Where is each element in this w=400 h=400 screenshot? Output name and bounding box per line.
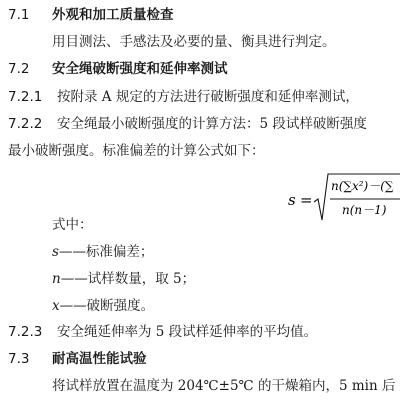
formula-equals: =: [300, 191, 313, 209]
clause-7-1-heading: [8, 6, 174, 24]
clause-number: 7.2.3: [8, 324, 43, 340]
clause-number: 7.3: [8, 351, 30, 367]
clause-title: 耐高温性能试验: [52, 351, 147, 367]
clause-title: 外观和加工质量检查: [52, 7, 174, 23]
definition-symbol: x: [52, 298, 60, 314]
definition-s: [52, 243, 153, 261]
definition-dash: ——: [59, 298, 87, 314]
std-dev-formula: [288, 168, 400, 238]
definition-text: 破断强度。: [86, 298, 155, 314]
clause-number: 7.2.1: [8, 89, 43, 105]
definition-n: [52, 270, 195, 288]
definition-symbol: s: [52, 244, 59, 260]
clause-7-3-heading: [8, 350, 147, 368]
definition-x: [52, 297, 154, 315]
where-label: 式中：: [52, 217, 93, 233]
definition-text: 标准偏差；: [85, 244, 154, 260]
definition-dash: ——: [58, 244, 86, 260]
paragraph-text: 将试样放置在温度为 204℃±5℃ 的干燥箱内，5 min 后: [52, 378, 396, 394]
definition-symbol: n: [52, 271, 61, 287]
clause-7-2-1: [8, 88, 359, 106]
definition-text: 试样数量，取 5；: [87, 271, 196, 287]
clause-number: 7.2: [8, 61, 30, 77]
clause-number: 7.1: [8, 7, 30, 23]
clause-7-2-2: [8, 115, 367, 133]
clause-7-2-3: [8, 323, 317, 341]
paragraph-text: 用目测法、手感法及必要的量、衡具进行判定。: [52, 34, 336, 50]
definition-dash: ——: [60, 271, 88, 287]
clause-number: 7.2.2: [8, 116, 43, 132]
formula-lhs: s: [288, 191, 296, 209]
formula-svg: [288, 168, 400, 238]
clause-7-2-heading: [8, 60, 228, 78]
formula-numerator: n(∑x²)－(∑: [331, 179, 394, 193]
clause-text: 安全绳延伸率为 5 段试样延伸率的平均值。: [57, 324, 318, 340]
clause-text: 按附录 A 规定的方法进行破断强度和延伸率测试，: [57, 89, 359, 105]
formula-denominator: n(n－1): [342, 203, 387, 217]
clause-text: 安全绳最小破断强度的计算方法：5 段试样破断强度: [57, 116, 367, 132]
paragraph-text: 最小破断强度。标准偏差的计算公式如下：: [8, 143, 265, 159]
clause-title: 安全绳破断强度和延伸率测试: [52, 61, 228, 77]
